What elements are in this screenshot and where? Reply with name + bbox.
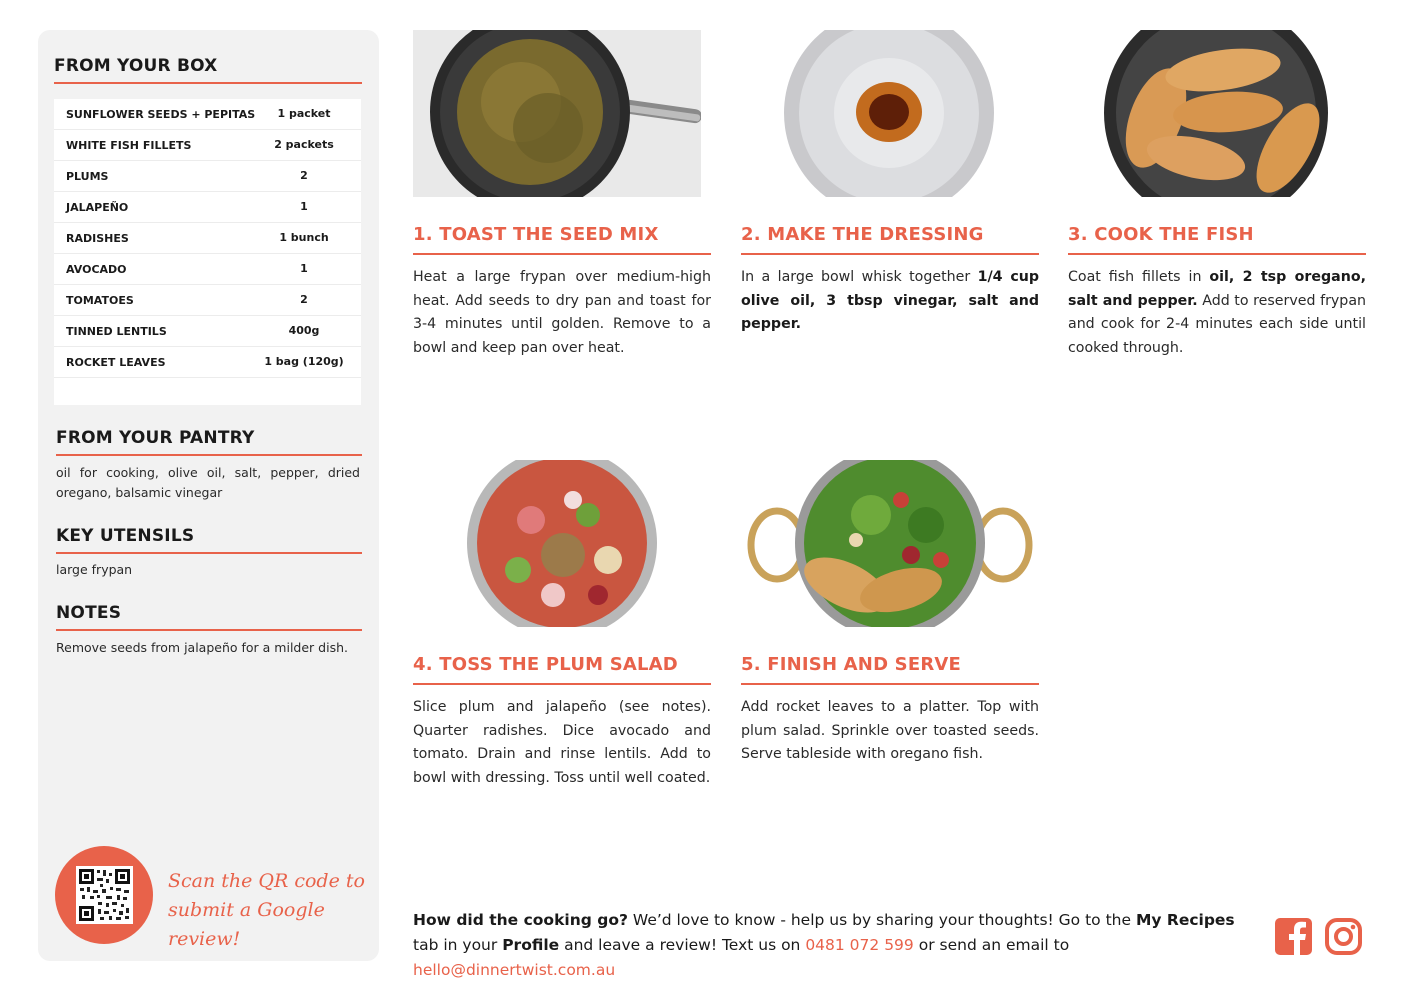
ingredient-name: ROCKET LEAVES <box>66 356 166 369</box>
from-your-box-title: FROM YOUR BOX <box>54 56 218 76</box>
ingredient-row <box>54 285 361 316</box>
qr-code-icon[interactable] <box>76 866 133 924</box>
step-2-text-a: In a large bowl whisk together <box>741 269 978 285</box>
ingredient-name: SUNFLOWER SEEDS + PEPITAS <box>66 108 256 121</box>
key-utensils-title: KEY UTENSILS <box>56 526 195 546</box>
step-1-text: Heat a large frypan over medium-high heat. Add seeds to dry pan and toast for 3-4 minutes until golden. Remove to a bowl and keep pan over heat. <box>413 269 711 356</box>
section-divider <box>56 454 362 456</box>
feedback-text-4: or send an email to <box>913 936 1070 954</box>
ingredient-name: TOMATOES <box>66 294 134 307</box>
ingredient-name: WHITE FISH FILLETS <box>66 139 192 152</box>
ingredient-qty: 1 <box>300 262 308 275</box>
step-3-title: 3. COOK THE FISH <box>1068 224 1254 245</box>
ingredient-row <box>54 254 361 285</box>
section-divider <box>56 552 362 554</box>
step-1-title: 1. TOAST THE SEED MIX <box>413 224 659 245</box>
section-divider <box>54 82 362 84</box>
ingredient-qty: 1 bag (120g) <box>264 355 344 368</box>
step-4-title: 4. TOSS THE PLUM SALAD <box>413 654 678 675</box>
ingredient-name: TINNED LENTILS <box>66 325 167 338</box>
step-divider <box>413 253 711 255</box>
step-5-text: Add rocket leaves to a platter. Top with plum salad. Sprinkle over toasted seeds. Serve tableside with oregano fish. <box>741 699 1039 762</box>
ingredient-qty: 2 <box>300 169 308 182</box>
step-1-photo <box>413 30 701 197</box>
qr-review-prompt <box>168 867 368 954</box>
step-5-photo <box>741 460 1039 627</box>
ingredient-qty: 400g <box>288 324 320 337</box>
instagram-icon[interactable] <box>1325 918 1362 955</box>
ingredient-row <box>54 347 361 378</box>
ingredient-row <box>54 161 361 192</box>
my-recipes-label: My Recipes <box>1135 911 1235 929</box>
step-3-text-bold: oil, 2 tsp oregano, salt and pepper. <box>1068 269 1366 309</box>
qr-review-line-1: Scan the QR code to <box>168 870 365 892</box>
ingredient-qty: 2 packets <box>274 138 334 151</box>
ingredient-name: RADISHES <box>66 232 129 245</box>
ingredient-row <box>54 223 361 254</box>
ingredient-qty: 1 bunch <box>279 231 329 244</box>
step-5-title: 5. FINISH AND SERVE <box>741 654 962 675</box>
step-3-text-a: Coat fish fillets in <box>1068 269 1210 285</box>
section-divider <box>56 629 362 631</box>
phone-link[interactable]: 0481 072 599 <box>805 936 914 954</box>
ingredient-name: PLUMS <box>66 170 109 183</box>
feedback-text-2: tab in your <box>413 936 503 954</box>
pantry-text: oil for cooking, olive oil, salt, pepper, dried oregano, balsamic vinegar <box>56 465 360 500</box>
feedback-footer <box>413 908 1263 983</box>
ingredient-qty: 1 <box>300 200 308 213</box>
feedback-question: How did the cooking go? <box>413 911 628 929</box>
step-divider <box>413 683 711 685</box>
qr-review-line-2: submit a Google review! <box>168 899 325 950</box>
step-4-photo <box>413 460 711 627</box>
email-link[interactable]: hello@dinnertwist.com.au <box>413 961 616 979</box>
notes-text: Remove seeds from jalapeño for a milder dish. <box>56 640 348 655</box>
step-divider <box>1068 253 1366 255</box>
sidebar <box>38 30 379 961</box>
ingredient-name: JALAPEÑO <box>66 201 129 214</box>
step-2-text-bold: 1/4 cup olive oil, 3 tbsp vinegar, salt and pepper. <box>741 269 1039 332</box>
step-3-photo <box>1068 30 1366 197</box>
ingredient-qty: 1 packet <box>277 107 331 120</box>
step-2-text <box>741 266 1039 337</box>
step-2-title: 2. MAKE THE DRESSING <box>741 224 984 245</box>
ingredient-row <box>54 192 361 223</box>
ingredients-table <box>54 99 361 405</box>
step-4-text: Slice plum and jalapeño (see notes). Quarter radishes. Dice avocado and tomato. Drain and rinse lentils. Add to bowl with dressing. Toss until well coated. <box>413 699 711 786</box>
facebook-icon[interactable] <box>1275 918 1312 955</box>
qr-code-badge[interactable] <box>55 846 153 944</box>
utensils-text: large frypan <box>56 562 133 577</box>
step-divider <box>741 683 1039 685</box>
from-your-pantry-title: FROM YOUR PANTRY <box>56 428 255 448</box>
feedback-text-1: We’d love to know - help us by sharing your thoughts! Go to the <box>627 911 1136 929</box>
ingredient-qty: 2 <box>300 293 308 306</box>
ingredient-row <box>54 99 361 130</box>
step-divider <box>741 253 1039 255</box>
feedback-text-3: and leave a review! Text us on <box>559 936 806 954</box>
notes-title: NOTES <box>56 603 122 623</box>
step-3-text <box>1068 266 1366 360</box>
ingredient-name: AVOCADO <box>66 263 127 276</box>
step-3-text-b: Add to reserved frypan and cook for 2-4 minutes each side until cooked through. <box>1068 292 1367 356</box>
step-2-photo <box>741 30 1039 197</box>
ingredient-row <box>54 316 361 347</box>
ingredient-row <box>54 130 361 161</box>
profile-label: Profile <box>502 936 560 954</box>
